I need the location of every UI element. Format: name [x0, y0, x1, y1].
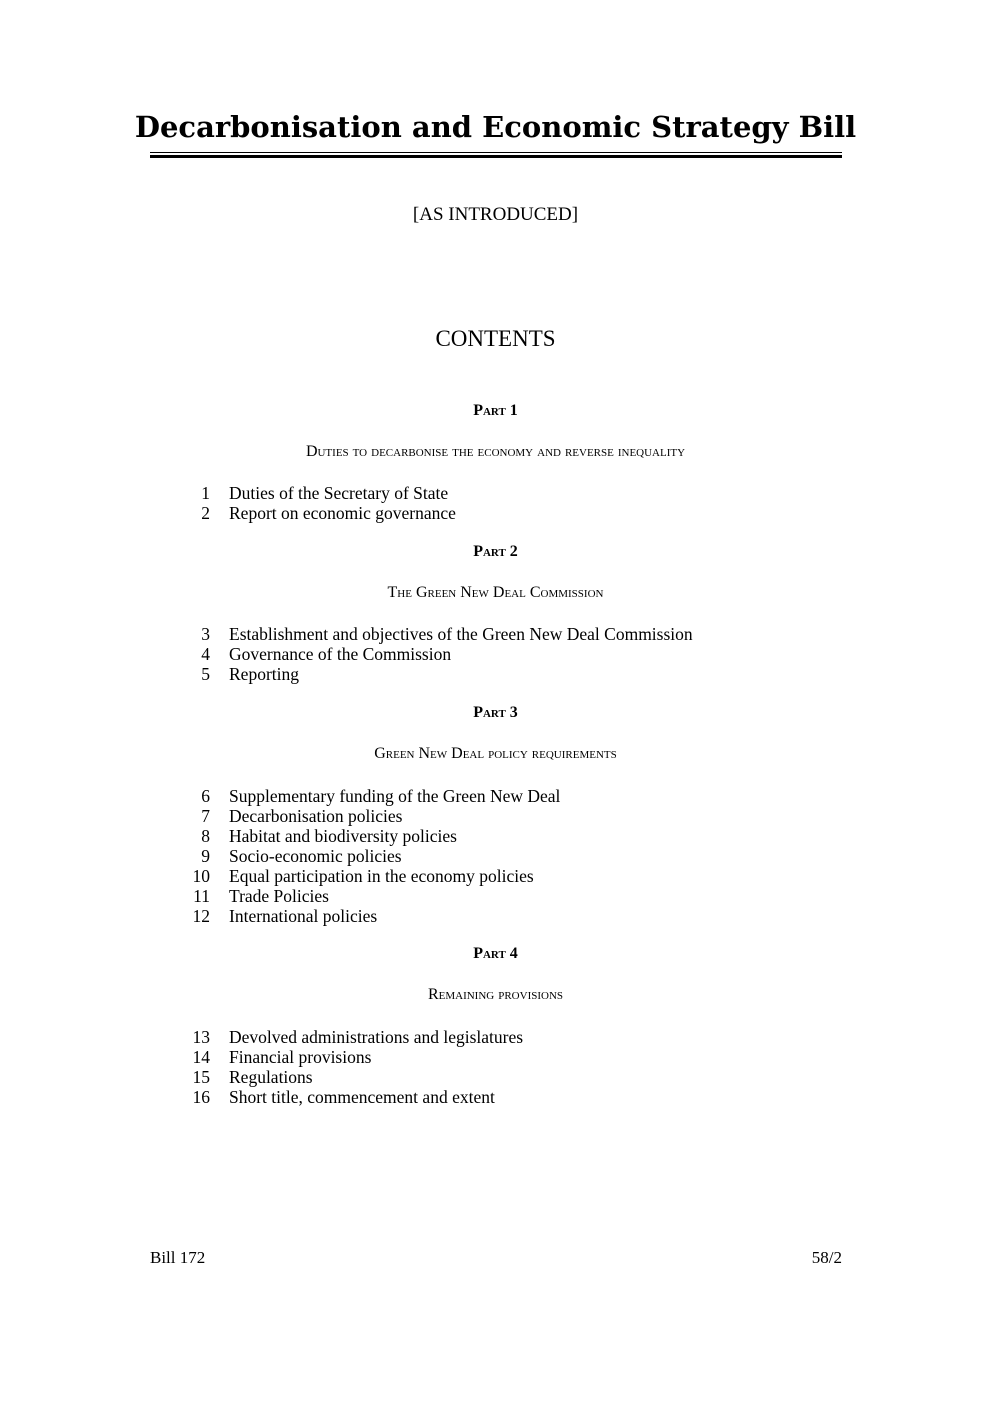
- part-heading: Part 3: [473, 704, 518, 721]
- contents-heading: CONTENTS: [435, 326, 556, 351]
- clause-number: 11: [193, 886, 210, 906]
- clause-title: Equal participation in the economy policies: [229, 866, 534, 886]
- part-subtitle: The Green New Deal Commission: [387, 584, 604, 601]
- clause-number: 12: [192, 906, 210, 926]
- clause-title: Reporting: [229, 664, 299, 684]
- bill-number: Bill 172: [150, 1248, 206, 1267]
- clause-number: 14: [192, 1047, 210, 1067]
- contents-item[interactable]: [150, 806, 850, 826]
- contents-item[interactable]: [150, 503, 850, 523]
- contents-item[interactable]: [150, 644, 850, 664]
- contents-item[interactable]: [150, 664, 850, 684]
- title-rule-thin: [150, 152, 842, 153]
- contents-item[interactable]: [150, 483, 850, 503]
- clause-title: Devolved administrations and legislatures: [229, 1027, 524, 1047]
- clause-title: Establishment and objectives of the Green New Deal Commission: [229, 624, 693, 644]
- clause-number: 1: [201, 483, 210, 503]
- clause-title: Trade Policies: [229, 886, 329, 906]
- contents-list: [150, 1027, 850, 1107]
- clause-number: 6: [201, 786, 210, 806]
- clause-number: 13: [192, 1027, 210, 1047]
- contents-item[interactable]: [150, 1027, 850, 1047]
- part-heading: Part 4: [473, 945, 518, 962]
- contents-list: [150, 483, 850, 523]
- part-subtitle: Green New Deal policy requirements: [374, 745, 617, 762]
- part-subtitle: Remaining provisions: [427, 986, 564, 1003]
- clause-number: 10: [192, 866, 210, 886]
- clause-number: 9: [201, 846, 210, 866]
- clause-title: Duties of the Secretary of State: [229, 483, 449, 503]
- title-rule-thick: [150, 155, 842, 158]
- contents-item[interactable]: [150, 826, 850, 846]
- contents-list: [150, 786, 850, 926]
- part-heading: Part 2: [473, 543, 518, 560]
- clause-number: 2: [201, 503, 210, 523]
- contents-item[interactable]: [150, 846, 850, 866]
- contents-item[interactable]: [150, 866, 850, 886]
- contents-item[interactable]: [150, 786, 850, 806]
- contents-item[interactable]: [150, 1087, 850, 1107]
- clause-title: Regulations: [229, 1067, 313, 1087]
- clause-number: 4: [201, 644, 210, 664]
- contents-item[interactable]: [150, 1067, 850, 1087]
- clause-title: Report on economic governance: [229, 503, 456, 523]
- clause-number: 7: [201, 806, 210, 826]
- bill-title: Decarbonisation and Economic Strategy Bill: [134, 110, 857, 144]
- clause-title: Financial provisions: [229, 1047, 372, 1067]
- part-heading: Part 1: [473, 402, 518, 419]
- clause-number: 5: [201, 664, 210, 684]
- clause-title: Habitat and biodiversity policies: [229, 826, 457, 846]
- contents-item[interactable]: [150, 886, 850, 906]
- clause-number: 16: [192, 1087, 210, 1107]
- clause-title: Socio-economic policies: [229, 846, 402, 866]
- bill-status: [AS INTRODUCED]: [412, 204, 579, 225]
- clause-title: Governance of the Commission: [229, 644, 452, 664]
- clause-number: 3: [201, 624, 210, 644]
- clause-number: 15: [192, 1067, 210, 1087]
- contents-item[interactable]: [150, 624, 850, 644]
- clause-title: Short title, commencement and extent: [229, 1087, 495, 1107]
- clause-title: Decarbonisation policies: [229, 806, 403, 826]
- clause-number: 8: [201, 826, 210, 846]
- bill-reference: 58/2: [811, 1248, 842, 1267]
- clause-title: International policies: [229, 906, 378, 926]
- part-subtitle: Duties to decarbonise the economy and reverse inequality: [305, 443, 686, 460]
- clause-title: Supplementary funding of the Green New Deal: [229, 786, 561, 806]
- contents-list: [150, 624, 850, 684]
- contents-item[interactable]: [150, 1047, 850, 1067]
- contents-item[interactable]: [150, 906, 850, 926]
